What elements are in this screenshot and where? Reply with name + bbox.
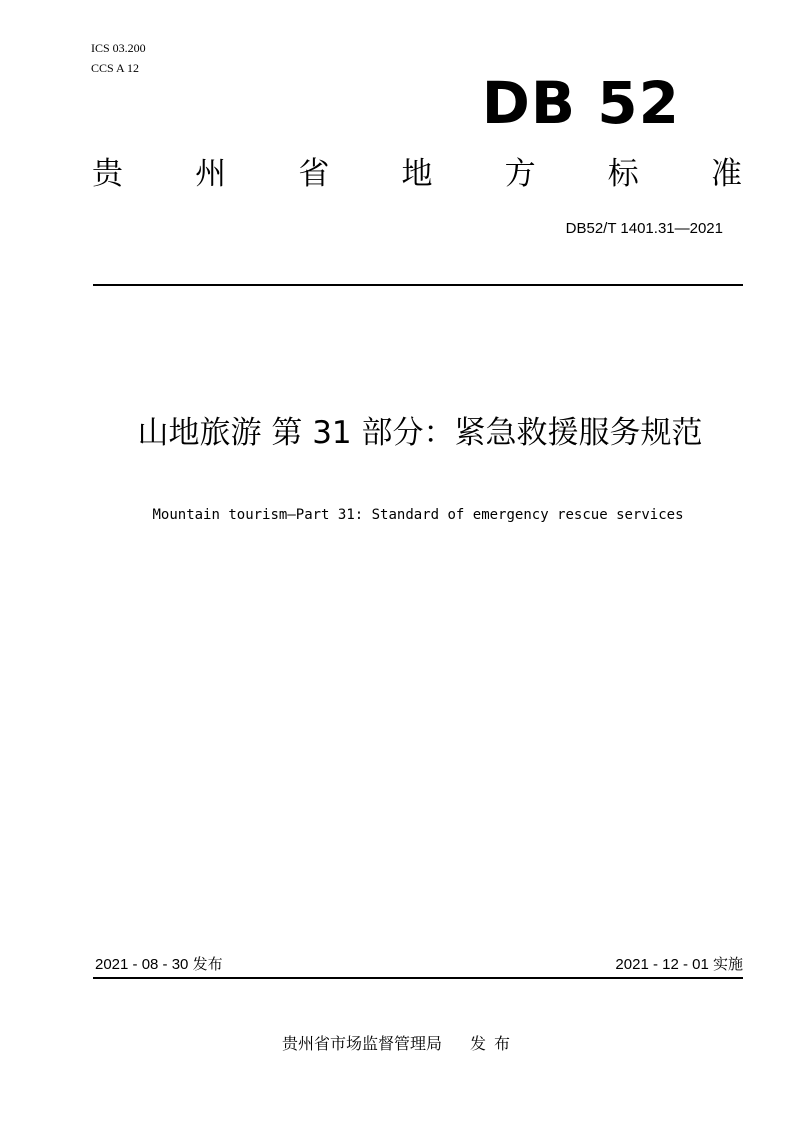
standard-number: DB52/T 1401.31—2021 xyxy=(565,220,723,237)
title-english: Mountain tourism—Part 31: Standard of emergency rescue services xyxy=(152,507,684,523)
ics-code: ICS 03.200 xyxy=(91,41,146,55)
issue-date: 2021 - 08 - 30 发布 xyxy=(95,956,223,973)
db-mark: DB 52 xyxy=(481,69,680,137)
standard-type-char: 州 xyxy=(195,156,227,192)
standard-type-char: 标 xyxy=(607,156,639,192)
standard-type xyxy=(92,154,742,194)
bottom-divider xyxy=(93,977,743,979)
standard-type-char: 地 xyxy=(401,156,433,192)
standard-type-char: 贵 xyxy=(92,156,123,192)
implementation-date: 2021 - 12 - 01 实施 xyxy=(615,956,743,973)
publisher xyxy=(0,1033,800,1055)
title-chinese: 山地旅游 第 31 部分：紧急救援服务规范 xyxy=(137,415,703,451)
publisher-name: 贵州省市场监督管理局 xyxy=(281,1034,442,1053)
ccs-code: CCS A 12 xyxy=(91,61,140,75)
standard-type-char: 方 xyxy=(504,156,536,192)
publisher-action: 发布 xyxy=(470,1034,519,1053)
standard-type-char: 准 xyxy=(710,156,742,192)
top-divider xyxy=(93,284,743,286)
standard-type-char: 省 xyxy=(298,156,330,192)
